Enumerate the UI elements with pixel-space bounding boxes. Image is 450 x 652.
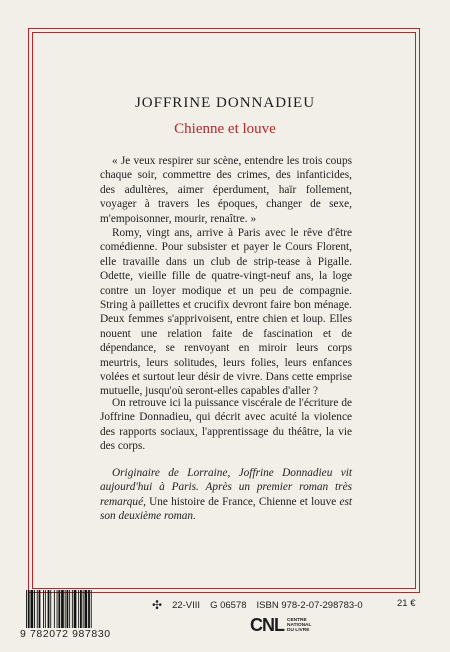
analysis-paragraph: On retrouve ici la puissance viscérale de l'écriture de Joffrine Donnadieu, qui décrit avec acuité la violence des rapports sociaux, l'apprentissage du théâtre, la vie des corps. (100, 397, 352, 453)
barcode-bar (83, 590, 84, 632)
reference-number: G 06578 (210, 599, 247, 611)
cnl-caption: CENTRE NATIONAL DU LIVRE (287, 617, 312, 634)
catalog-code: 22-VIII (172, 599, 201, 611)
barcode-bar (50, 590, 51, 632)
barcode-bar (28, 590, 30, 632)
summary-paragraph: Romy, vingt ans, arrive à Paris avec le rêve d'être comédienne. Pour subsister et payer le Cours Florent, elle travaille dans un club de strip-tease à Pigalle. Odette, vieille fille de quatre-vingt-neuf ans, la loge contre un loyer modique et un peu de compagnie. String à paillettes et crucifix devront faire bon ménage. Deux femmes s'apprivoisent, entre chien et loup. Elles nouent une relation faite de fascination et de dépendance, se renvoyant en miroir leurs corps meurtris, leurs solitudes, leurs folies, leurs enfances volées et surtout leur désir de vivre. Dans cette emprise mutuelle, jusqu'où seront-elles capables d'aller ? (100, 227, 352, 398)
bio-book-2: Chienne et louve (258, 495, 337, 508)
barcode-bar (57, 590, 58, 632)
isbn: ISBN 978-2-07-298783-0 (256, 599, 363, 611)
barcode-bar (91, 590, 92, 632)
barcode-bar (45, 590, 46, 632)
barcode-bar (39, 590, 41, 632)
barcode-bar (34, 590, 35, 632)
barcode-bar (72, 590, 73, 632)
barcode-bar (61, 590, 64, 632)
bio-text-1: Originaire de Lorraine, Joffrine Donnadieu vit aujourd'hui à Paris. Après un premier roman très remarqué, (100, 467, 352, 508)
barcode-bar (80, 590, 82, 632)
barcode-bar (26, 590, 27, 632)
barcode-bar (74, 590, 77, 632)
publisher-info-line (152, 598, 363, 612)
bio-book-1: Une histoire de France (149, 495, 253, 508)
book-title: Chienne et louve (174, 121, 276, 137)
barcode-bar (67, 590, 69, 632)
barcode-bar (58, 590, 60, 632)
bio-text-2: , (252, 495, 259, 508)
barcode-bar (54, 590, 55, 632)
barcode-bar (65, 590, 66, 632)
price: 21 € (397, 598, 416, 609)
barcode-bar (69, 590, 70, 632)
cnl-letters: CNL (250, 615, 284, 635)
barcode-bar (37, 590, 38, 632)
publisher-logo-icon: ✣ (152, 598, 163, 612)
barcode-number: 9 782072 987830 (18, 628, 138, 640)
author-name: JOFFRINE DONNADIEU (134, 95, 316, 111)
barcode-bar (78, 590, 79, 632)
quote-paragraph: « Je veux respirer sur scène, entendre les trois coups chaque soir, commettre des crimes, des infanticides, des adultères, aimer éperdument, haïr follement, voyager à travers les époques, changer de sexe, m'empoisonner, mourir, renaître. » (100, 155, 352, 225)
bio-text-3: est son deuxième roman. (100, 495, 353, 523)
barcode-bar (48, 590, 50, 632)
barcode-bar (88, 590, 90, 632)
author-bio-paragraph (100, 466, 352, 524)
barcode-bar (31, 590, 34, 632)
barcode-bar (43, 590, 44, 632)
barcode-bar (85, 590, 88, 632)
cnl-logo (250, 615, 311, 636)
